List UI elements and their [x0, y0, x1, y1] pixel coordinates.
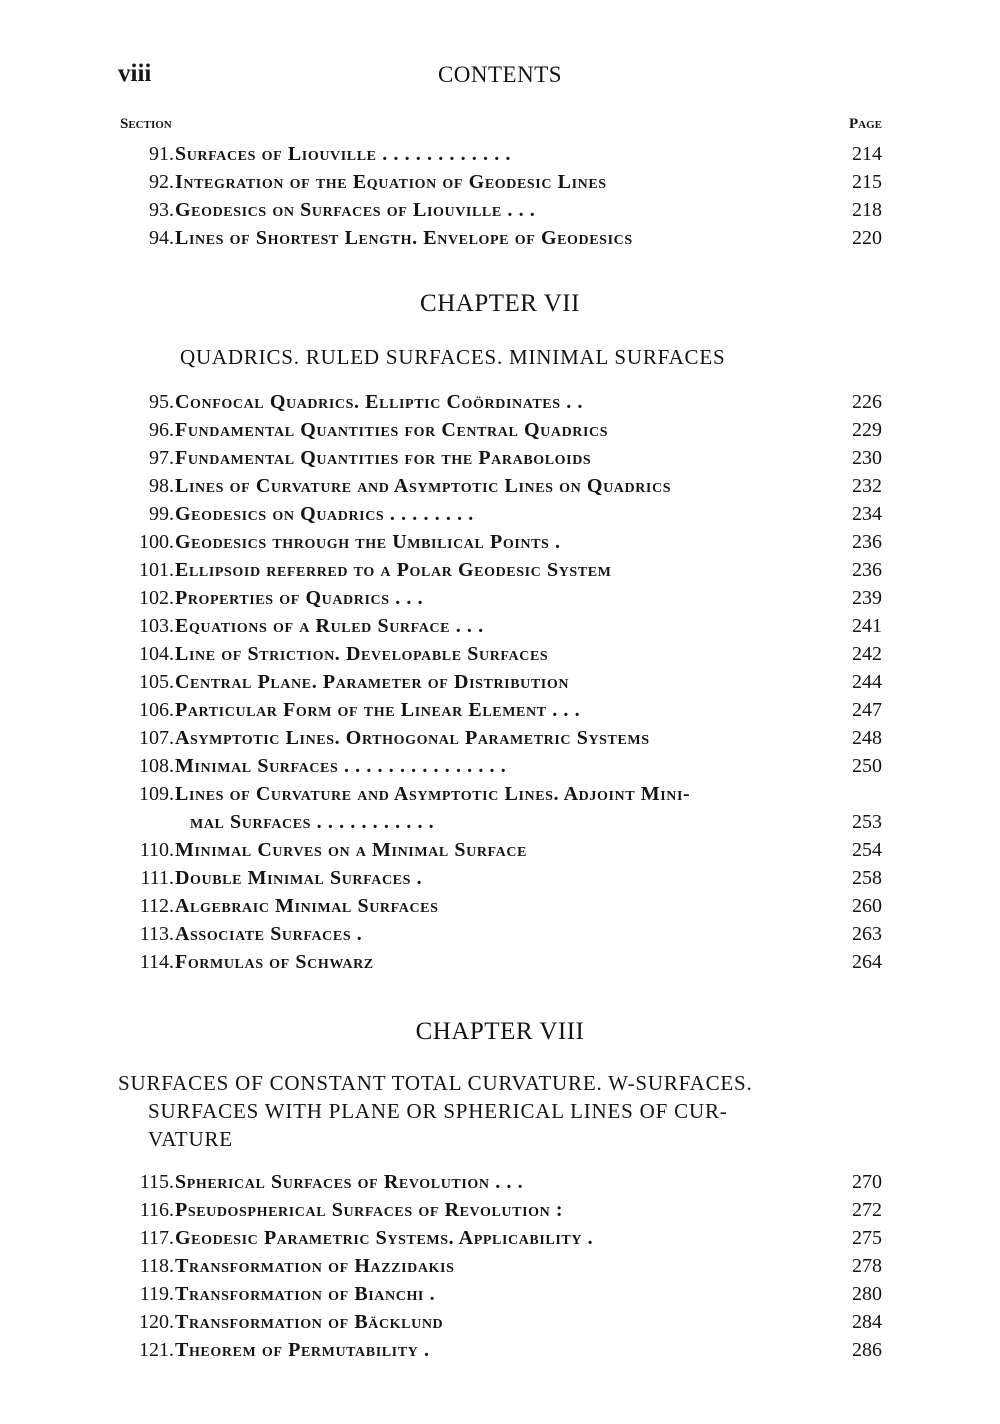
toc-entry	[118, 612, 882, 640]
page-ref: 226	[852, 391, 882, 413]
section-title: Fundamental Quantities for Central Quadrics	[175, 419, 609, 441]
page-ref: 263	[852, 923, 882, 945]
page-ref: 220	[852, 227, 882, 249]
page-ref: 264	[852, 951, 882, 973]
section-number: 103.	[139, 615, 174, 637]
toc-entry	[118, 416, 882, 444]
section-title: Asymptotic Lines. Orthogonal Parametric Systems	[175, 727, 650, 749]
section-title: Lines of Curvature and Asymptotic Lines on Quadrics	[175, 475, 672, 497]
toc-entry	[118, 892, 882, 920]
running-title: CONTENTS	[437, 62, 563, 87]
page-ref: 218	[852, 199, 882, 221]
toc-entry	[118, 584, 882, 612]
toc-entry	[118, 696, 882, 724]
section-title: Central Plane. Parameter of Distribution	[175, 671, 570, 693]
page-ref: 214	[852, 143, 882, 165]
page-ref: 236	[852, 559, 882, 581]
section-number: 119.	[139, 1283, 174, 1305]
section-title: Formulas of Schwarz	[175, 951, 374, 973]
chapter-7-title: QUADRICS. RULED SURFACES. MINIMAL SURFACES	[180, 345, 726, 369]
section-title: Ellipsoid referred to a Polar Geodesic System	[175, 559, 612, 581]
toc-entry	[118, 864, 882, 892]
section-title: Spherical Surfaces of Revolution . . .	[175, 1171, 524, 1193]
page-ref: 234	[852, 503, 882, 525]
page-ref: 241	[852, 615, 882, 637]
page-ref: 260	[852, 895, 882, 917]
toc-entry	[118, 724, 882, 752]
toc-block-chapter-8	[118, 1168, 882, 1364]
page-ref: 254	[852, 839, 882, 861]
toc-entry	[118, 472, 882, 500]
section-number: 109.	[139, 783, 174, 805]
page-column-header: Page	[849, 116, 882, 132]
section-number: 108.	[139, 755, 174, 777]
section-number: 93.	[149, 199, 174, 221]
section-number: 121.	[139, 1339, 174, 1361]
toc-entry	[118, 1168, 882, 1196]
section-title: Transformation of Hazzidakis	[175, 1255, 455, 1277]
section-title: Transformation of Bäcklund	[175, 1311, 444, 1333]
section-column-header: Section	[120, 116, 172, 132]
section-title: Algebraic Minimal Surfaces	[175, 895, 439, 917]
section-title: Geodesics through the Umbilical Points .	[175, 531, 561, 553]
page-ref: 242	[852, 643, 882, 665]
toc-entry	[118, 668, 882, 696]
section-title: Fundamental Quantities for the Paraboloids	[175, 447, 592, 469]
page-ref: 239	[852, 587, 882, 609]
section-title: Minimal Curves on a Minimal Surface	[175, 839, 528, 861]
page-ref: 258	[852, 867, 882, 889]
toc-entry	[118, 1224, 882, 1252]
section-number: 106.	[139, 699, 174, 721]
section-title: Minimal Surfaces . . . . . . . . . . . . . . .	[175, 755, 507, 777]
section-title: Line of Striction. Developable Surfaces	[175, 643, 549, 665]
toc-block-chapter-6-end	[118, 140, 882, 252]
section-title: Associate Surfaces .	[175, 923, 363, 945]
toc-entry	[118, 836, 882, 864]
page-ref: 270	[852, 1171, 882, 1193]
section-title: Geodesics on Quadrics . . . . . . . .	[175, 503, 474, 525]
section-title: Surfaces of Liouville . . . . . . . . . . . .	[175, 143, 512, 165]
section-title: mal Surfaces . . . . . . . . . . .	[190, 811, 435, 833]
section-number: 110.	[139, 839, 174, 861]
page-ref: 247	[852, 699, 882, 721]
section-title: Confocal Quadrics. Elliptic Coördinates . .	[175, 391, 584, 413]
section-number: 113.	[139, 923, 174, 945]
page-header	[118, 60, 882, 94]
section-title: Lines of Shortest Length. Envelope of Geodesics	[175, 227, 633, 249]
chapter-8-title-line-3: VATURE	[148, 1127, 233, 1151]
toc-entry	[118, 780, 882, 808]
chapter-8-title-line-1: SURFACES OF CONSTANT TOTAL CURVATURE. W-SURFACES.	[118, 1071, 753, 1095]
section-title: Pseudospherical Surfaces of Revolution :	[175, 1199, 564, 1221]
toc-entry	[118, 140, 882, 168]
page-ref: 284	[852, 1311, 882, 1333]
page-ref: 286	[852, 1339, 882, 1361]
section-title: Geodesic Parametric Systems. Applicability .	[175, 1227, 594, 1249]
page-ref: 248	[852, 727, 882, 749]
section-number: 94.	[149, 227, 174, 249]
toc-entry	[118, 1336, 882, 1364]
toc-entry	[118, 1252, 882, 1280]
toc-entry	[118, 224, 882, 252]
toc-entry	[118, 528, 882, 556]
section-number: 96.	[149, 419, 174, 441]
toc-entry	[118, 388, 882, 416]
section-number: 111.	[140, 867, 174, 889]
toc-entry	[118, 640, 882, 668]
section-number: 112.	[139, 895, 174, 917]
page-ref: 215	[852, 171, 882, 193]
section-number: 118.	[139, 1255, 174, 1277]
section-title: Theorem of Permutability .	[175, 1339, 430, 1361]
page-ref: 250	[852, 755, 882, 777]
page-ref: 275	[852, 1227, 882, 1249]
section-number: 105.	[139, 671, 174, 693]
page-ref: 272	[852, 1199, 882, 1221]
section-number: 104.	[139, 643, 174, 665]
toc-entry	[118, 500, 882, 528]
page-ref: 244	[852, 671, 882, 693]
chapter-8-heading: CHAPTER VIII	[415, 1018, 585, 1045]
section-number: 99.	[149, 503, 174, 525]
section-number: 101.	[139, 559, 174, 581]
section-title: Particular Form of the Linear Element . . .	[175, 699, 581, 721]
section-title: Properties of Quadrics . . .	[175, 587, 424, 609]
section-number: 95.	[149, 391, 174, 413]
chapter-7-heading: CHAPTER VII	[420, 290, 580, 317]
section-title: Geodesics on Surfaces of Liouville . . .	[175, 199, 536, 221]
section-number: 100.	[139, 531, 174, 553]
section-number: 91.	[149, 143, 174, 165]
section-number: 97.	[149, 447, 174, 469]
chapter-8-title-line-2: SURFACES WITH PLANE OR SPHERICAL LINES OF CUR-	[148, 1099, 728, 1123]
section-number: 120.	[139, 1311, 174, 1333]
toc-entry-continuation	[118, 808, 882, 836]
toc-entry	[118, 1196, 882, 1224]
toc-block-chapter-7	[118, 388, 882, 976]
section-number: 114.	[139, 951, 174, 973]
section-title: Equations of a Ruled Surface . . .	[175, 615, 484, 637]
section-title: Transformation of Bianchi .	[175, 1283, 436, 1305]
page-ref: 229	[852, 419, 882, 441]
page-ref: 280	[852, 1283, 882, 1305]
toc-entry	[118, 948, 882, 976]
section-title: Double Minimal Surfaces .	[175, 867, 423, 889]
page-ref: 278	[852, 1255, 882, 1277]
page-number: viii	[118, 60, 152, 87]
section-number: 102.	[139, 587, 174, 609]
page-ref: 232	[852, 475, 882, 497]
toc-entry	[118, 196, 882, 224]
toc-entry	[118, 556, 882, 584]
section-title: Lines of Curvature and Asymptotic Lines. Adjoint Mini-	[175, 783, 691, 805]
toc-entry	[118, 444, 882, 472]
toc-entry	[118, 752, 882, 780]
toc-entry	[118, 1280, 882, 1308]
section-number: 107.	[139, 727, 174, 749]
toc-entry	[118, 920, 882, 948]
toc-entry	[118, 168, 882, 196]
section-number: 116.	[139, 1199, 174, 1221]
section-number: 92.	[149, 171, 174, 193]
section-number: 117.	[139, 1227, 174, 1249]
section-number: 115.	[139, 1171, 174, 1193]
section-number: 98.	[149, 475, 174, 497]
column-headers	[120, 116, 882, 136]
toc-entry	[118, 1308, 882, 1336]
section-title: Integration of the Equation of Geodesic Lines	[175, 171, 607, 193]
page-ref: 253	[852, 811, 882, 833]
page-ref: 230	[852, 447, 882, 469]
page-ref: 236	[852, 531, 882, 553]
